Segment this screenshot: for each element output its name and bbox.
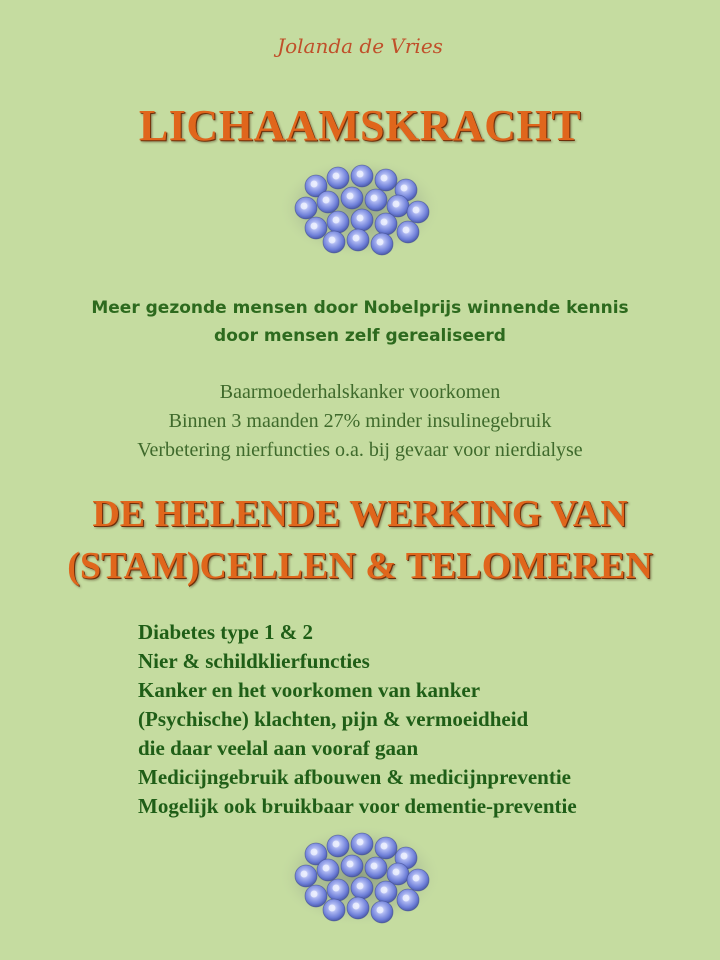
cell-nucleus [357,171,364,178]
cell-nucleus [329,237,336,244]
cell-nucleus [357,215,364,222]
cell-nucleus [311,891,318,898]
cell-nucleus [371,195,378,202]
benefit-item: Baarmoederhalskanker voorkomen [219,381,501,403]
cell-nucleus [333,173,340,180]
cell-nucleus [311,181,318,188]
cell-nucleus [377,239,384,246]
cell-nucleus [413,875,420,882]
second-title-line-2: (STAM)CELLEN & TELOMEREN [67,545,653,587]
subtitle-line-2: door mensen zelf gerealiseerd [214,326,506,346]
cell-nucleus [323,197,330,204]
cell-nucleus [381,887,388,894]
cell-nucleus [333,217,340,224]
stem-cells-image-top [276,156,444,260]
second-title [0,488,720,592]
benefit-item: Binnen 3 maanden 27% minder insulinegebruik [168,410,552,432]
cell-nucleus [401,185,408,192]
cell-nucleus [311,849,318,856]
cell-nucleus [403,895,410,902]
condition-item: Kanker en het voorkomen van kanker [138,678,481,702]
main-title: LICHAAMSKRACHT [138,101,582,150]
cell-nucleus [323,865,330,872]
cell-nucleus [401,853,408,860]
condition-item: Diabetes type 1 & 2 [138,620,313,644]
cell-nucleus [353,903,360,910]
cell-nucleus [311,223,318,230]
cell-nucleus [357,883,364,890]
condition-item: Medicijngebruik afbouwen & medicijnpreventie [138,765,572,789]
cell-nucleus [413,207,420,214]
cell-nucleus [393,201,400,208]
condition-item: (Psychische) klachten, pijn & vermoeidheid [138,707,529,731]
condition-item: die daar veelal aan vooraf gaan [138,736,419,760]
cell-nucleus [381,843,388,850]
cell-nucleus [377,907,384,914]
cell-nucleus [371,863,378,870]
condition-item: Nier & schildklierfuncties [138,649,370,673]
cell-nucleus [301,203,308,210]
cell-nucleus [333,885,340,892]
cell-nucleus [381,175,388,182]
condition-item: Mogelijk ook bruikbaar voor dementie-preventie [138,794,577,818]
stem-cells-image-bottom [276,824,444,928]
cell-nucleus [347,861,354,868]
cell-nucleus [357,839,364,846]
second-title-line-1: DE HELENDE WERKING VAN [92,493,628,535]
cell-nucleus [347,193,354,200]
subtitle [0,294,720,350]
benefits-list [0,378,720,465]
cell-nucleus [393,869,400,876]
benefit-item: Verbetering nierfuncties o.a. bij gevaar voor nierdialyse [137,439,583,461]
cell-nucleus [301,871,308,878]
cell-nucleus [333,841,340,848]
cell-nucleus [329,905,336,912]
author-name: Jolanda de Vries [277,34,443,58]
conditions-list [138,618,577,821]
subtitle-line-1: Meer gezonde mensen door Nobelprijs winnende kennis [91,298,629,318]
cell-nucleus [381,219,388,226]
cell-nucleus [403,227,410,234]
cell-nucleus [353,235,360,242]
